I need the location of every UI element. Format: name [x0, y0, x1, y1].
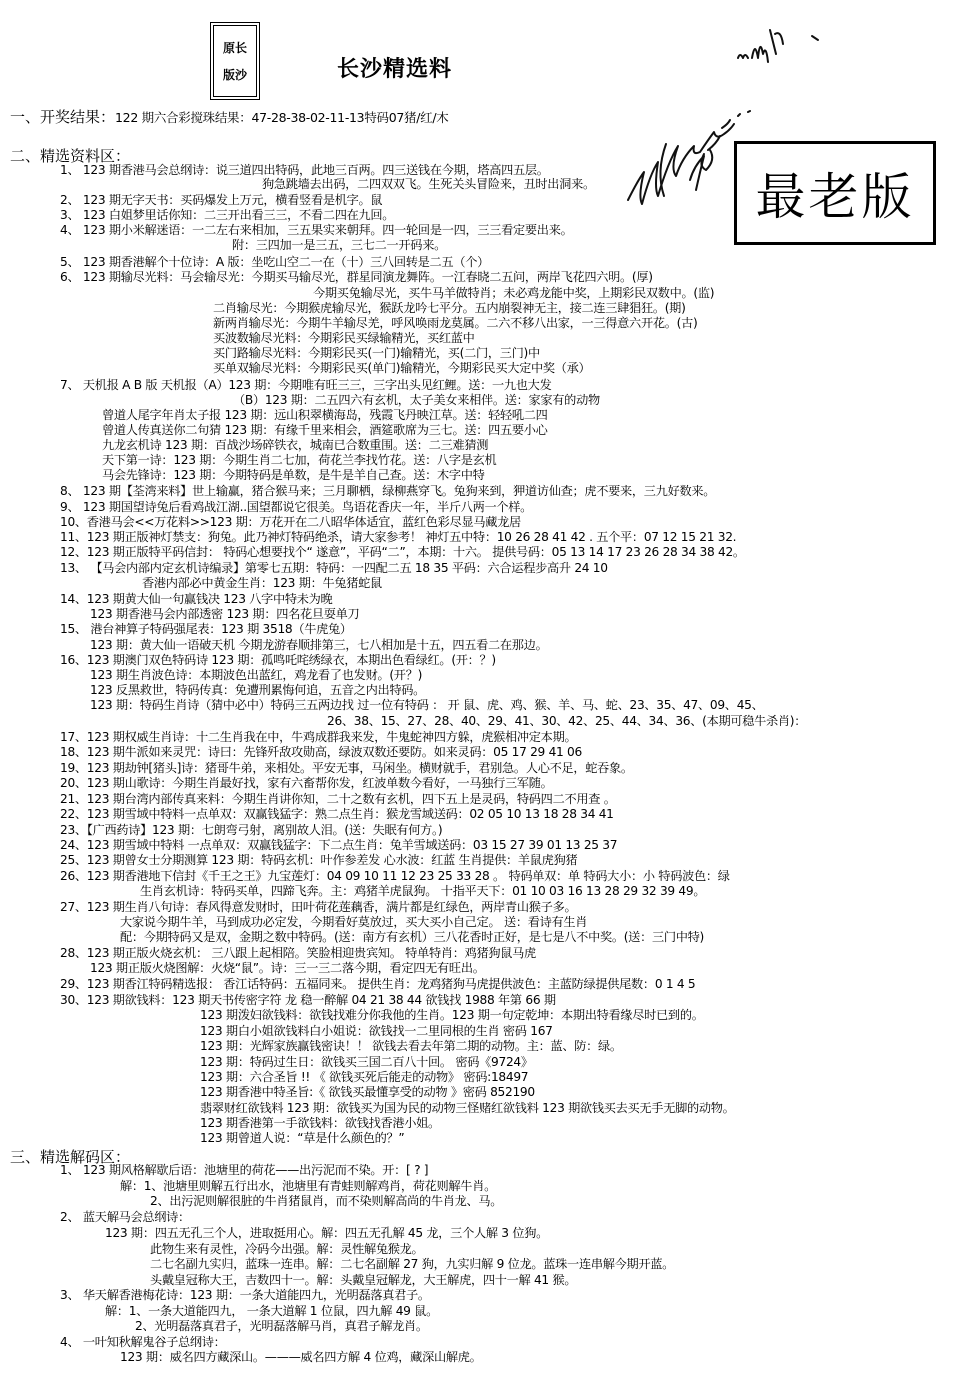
section-2-line: 狗急跳墙去出码，二四双双飞。生死关头冒险来，丑时出洞来。 — [262, 177, 595, 191]
section-2-line: 7、 天机报 A B 版 天机报（A）123 期：今期唯有旺三三，三字出头见红鲤。送：一九也大发 — [60, 378, 552, 392]
section-2-line: 123 期香港中特圣旨:《 欲钱买最懂享受的动物 》密码 852190 — [200, 1085, 535, 1099]
section-2-line: 24、123 期雪域中特料 一点单双：双赢钱猛字：下二点生肖：兔羊雪域送码：03 15 27 39 01 13 25 37 — [60, 838, 618, 852]
section-2-line: 123 反黑救世，特码传真：免遭刑累悔何追，五音之内出特码。 — [90, 683, 426, 697]
section-2-line: 123 期生肖波色诗：本期波色出蓝红，鸡龙看了也发财。(开？) — [90, 668, 423, 682]
section-2-line: 3、 123 白姐梦里话你知：二三开出看三三，不看二四在九回。 — [60, 208, 395, 222]
draw-result-text: 122 期六合彩搅珠结果：47-28-38-02-11-13特码07猪/红/木 — [115, 110, 449, 125]
section-2-line: 123 期泼妇欲钱料：欲钱找难分你我他的生肖。123 期一句定乾坤：本期出特看缘尽时已到的。 — [200, 1008, 704, 1022]
section-2-line: 2、 123 期无字天书：买码爆发上万元，横看竖看是机字。鼠 — [60, 193, 383, 207]
section-3-line: 2、 蓝天解马会总纲诗： — [60, 1210, 190, 1224]
section-2-line: 27、123 期生肖八句诗：春风得意发财时，田叶荷花莲藕香，满片都是红绿色，两岸青山猴子多。 — [60, 900, 577, 914]
section-2-line: 今期买兔输尽光，买牛马羊做特肖；未必鸡龙能中奖，上期彩民双数中。(监) — [313, 286, 715, 300]
stamp-line-2: 版沙 — [222, 68, 247, 82]
section-2-line: 26、123 期香港地下信封《千王之王》九宝莲灯：04 09 10 11 12 23 25 33 28 。 特码单双：单 特码大小：小 特码波色：绿 — [60, 869, 730, 883]
section-3-line: 解：1、池塘里则解五行出水，池塘里有青蛙则解鸡肖，荷花则解牛肖。 — [120, 1179, 496, 1193]
section-2-line: 123 期：六合圣旨 !! 《 欲钱买死后能走的动物》 密码:18497 — [200, 1070, 529, 1084]
stamp-box — [210, 22, 260, 100]
section-3-line: 此物生来有灵性，冷码今出强。解：灵性解兔猴龙。 — [150, 1242, 424, 1256]
section-2-line: 新两肖输尽光：今期牛羊输尽羌，呼风唤雨龙莫属。二六不移八出家，一三得意六开花。(古) — [213, 316, 698, 330]
section-2-line: 9、 123 期国望诗兔后看鸡战江湖..国望都说它很美。鸟语花香庆一年，半斤八两一个样。 — [60, 500, 533, 514]
section-3-line: 123 期：威名四方藏深山。———威名四方解 4 位鸡，藏深山解虎。 — [120, 1350, 482, 1364]
section-2-line: 19、123 期劫钟[猪头]诗：猪哥牛弟，来相处。平安无事，马闲坐。横财就手，君别急。人心不足，蛇吞象。 — [60, 761, 633, 775]
section-3-line: 头戴皇冠称大王，吉数四十一。解：头戴皇冠解龙，大王解虎，四十一解 41 猴。 — [150, 1273, 577, 1287]
section-2-line: 曾道人尾字年肖太子报 123 期：远山积翠横海岛，残霞飞丹映江草。送：轻轻吼二四 — [102, 408, 548, 422]
section-2-line: 123 期：黄大仙一语破天机 今期龙游春顺排第三，七八相加是十五，四五看二在那边。 — [90, 638, 548, 652]
section-2-line: 1、 123 期香港马会总纲诗：说三道四出特码，此地三百两。四三送钱在今期，塔高四五层。 — [60, 163, 549, 177]
section-2-line: 配：今期特码又是双，金期之数中特码。(送：南方有玄机）三八花香时正好，是七是八不中奖。(送：三门中特) — [120, 930, 704, 944]
section-2-line: 买单双输尽光料：今期彩民买(单门)输精光，今期彩民买大定中奖（承） — [213, 361, 591, 375]
section-2-line: 123 期：特码过生日：欲钱买三国二百八十回。 密码《9724》 — [200, 1055, 533, 1069]
page-title: 长沙精选料 — [337, 57, 453, 82]
section-2-line: 附：三四加一是三五，三七二一开码来。 — [232, 238, 446, 252]
section-2-heading: 二、精选资料区： — [10, 147, 131, 165]
section-3-line: 2、光明磊落真君子，光明磊落解马肖，真君子解龙肖。 — [135, 1319, 428, 1333]
section-1-label: 一、开奖结果： — [10, 108, 116, 126]
section-2-line: 28、123 期正版火烧玄机： 三八跟上起相陪。笑脸相迎贵宾知。 特单特肖：鸡猪狗鼠马虎 — [60, 946, 536, 960]
section-3-line: 二七名副九实归，蓝珠一连串。解：二七名副解 27 狗，九实归解 9 位龙。蓝珠一连串解今期开蓝。 — [150, 1257, 675, 1271]
section-2-line: 11、123 期正版神灯禁支：狗兔。此乃神灯特码绝杀，请大家参考！ 神灯五中特：10 26 28 41 42 . 五个平：07 12 15 21 32. — [60, 530, 737, 544]
section-2-line: 5、 123 期香港解个十位诗：A 版：坐吃山空二一在（十）三八回转是二五（个） — [60, 255, 489, 269]
section-2-line: 18、123 期牛派如来灵咒：诗曰：先锋歼敌攻勋高，绿波双数还要防。如来灵码：05 17 29 41 06 — [60, 745, 582, 759]
section-2-line: 6、 123 期输尽光料：马会输尽光：今期买马输尽光，群星同演龙舞阵。一江春晓二五问，两岸飞花四六明。(厚) — [60, 270, 653, 284]
section-3-heading: 三、精选解码区： — [10, 1148, 131, 1166]
section-2-line: 香港内部必中黄金生肖：123 期：牛兔猪蛇鼠 — [142, 576, 382, 590]
section-2-line: 123 期：特码生肖诗（猜中必中）特码三五两边找 过一位有特码 ： 开 鼠、虎、鸡、猴、羊、马、蛇、23、35、47、09、45、 — [90, 698, 764, 712]
section-2-line: 翡翠财红欲钱料 123 期：欲钱买为国为民的动物三怪赌红欲钱料 123 期欲钱买去买无手无脚的动物。 — [200, 1101, 735, 1115]
section-2-line: 12、123 期正版特平码信封： 特码心想要找个“ 遂意”，平码“二”，本期：十六。 提供号码：05 13 14 17 23 26 28 34 38 42。 — [60, 545, 745, 559]
section-2-line: 14、123 期黄大仙一句赢钱决 123 八字中特未为晚 — [60, 592, 333, 606]
section-2-line: 25、123 期曾女士分期测算 123 期：特码玄机：叶作参差发 心水波：红蓝 生肖提供：羊鼠虎狗猪 — [60, 853, 578, 867]
section-2-line: 17、123 期权威生肖诗：十二生肖我在中，牛鸡成群我来发，牛鬼蛇神四方躲，虎猴相冲定本期。 — [60, 730, 577, 744]
section-2-line: 买波数输尽光料：今期彩民买绿输精光，买红蓝中 — [213, 331, 475, 345]
section-2-line: 26、38、15、27、28、40、29、41、30、42、25、44、34、36、(本期可稳牛杀肖)： — [327, 714, 807, 728]
section-2-line: 123 期：光辉家族赢钱密诀！！ 欲钱去看去年第二期的动物。主：蓝、防：绿。 — [200, 1039, 622, 1053]
section-3-line: 4、 一叶知秋解鬼谷子总纲诗： — [60, 1335, 226, 1349]
section-2-line: 13、 【马会内部内定玄机诗编录】第零七五期：特码：一四配二五 18 35 平码：六合运程步高升 24 10 — [60, 561, 608, 575]
section-2-line: 123 期香港第一手欲钱料：欲钱找香港小姐。 — [200, 1116, 440, 1130]
section-3-line: 3、 华天解香港梅花诗：123 期：一条大道能四九，光明磊落真君子。 — [60, 1288, 430, 1302]
section-2-line: 8、 123 期【荃湾来料】世上输赢，猪合猴马来；三月聊栖，绿柳燕穿飞。兔狗来到，狎道访仙查；虎不要来，三九好数来。 — [60, 484, 716, 498]
section-2-line: 20、123 期山歌诗：今期生肖最好找，家有六畜帮你发，红波单数今看好，一马独行三军随。 — [60, 776, 553, 790]
stamp-inner — [213, 25, 257, 97]
section-2-line: 4、 123 期小米解迷语：一二左右来相加，三五果实来朝拜。四一轮回是一四，三三看定要出来。 — [60, 223, 573, 237]
section-2-line: 二肖输尽光：今期猴虎输尽光，猴跃龙吟七平分。五内崩裂神无主，接二连三肆猖狂。(期) — [213, 301, 686, 315]
section-2-line: （B）123 期：二五四六有玄机，太子美女来相伴。送：家家有的动物 — [233, 393, 600, 407]
section-2-line: 21、123 期台湾内部传真来料：今期生肖讲你知，二十之数有玄机，四下五上是灵码，特码四二不用查 。 — [60, 792, 616, 806]
oldest-version-badge: 最老版 — [734, 141, 936, 245]
draw-result — [10, 106, 448, 127]
section-2-line: 123 期香港马会内部透密 123 期：四名花旦耍单刀 — [90, 607, 360, 621]
section-2-line: 23、【广西药诗】123 期：七朗弯弓射，离别故人泪。(送：失眠有何方。) — [60, 823, 443, 837]
section-3-line: 解：1、一条大道能四九， 一条大道解 1 位鼠，四九解 49 鼠。 — [105, 1304, 438, 1318]
section-2-line: 15、 港台神算子特码强尾表：123 期 3518（牛虎兔） — [60, 622, 352, 636]
section-2-line: 生肖玄机诗：特码买单，四蹄飞奔。主：鸡猪羊虎鼠狗。 十指平天下：01 10 03 16 13 28 29 32 39 49。 — [140, 884, 706, 898]
section-2-line: 16、123 期澳门双色特码诗 123 期：孤鸣吒咤绣绿衣，本期出色看绿红。(开：？) — [60, 653, 496, 667]
section-2-line: 马会先锋诗：123 期：今期特码是单数，是牛是羊自己查。送：木字中特 — [102, 468, 485, 482]
section-3-line: 2、出污泥则解很脏的牛肖猪鼠肖，而不染则解高尚的牛肖龙、马。 — [150, 1194, 503, 1208]
section-2-line: 天下第一诗：123 期：今期生肖二七加，荷花兰李找竹花。送：八字是玄机 — [102, 453, 497, 467]
section-2-line: 曾道人传真送你二句猜 123 期：有缘千里来相会，酒筵歌席为三七。送：四五要小心 — [102, 423, 548, 437]
section-2-line: 10、香港马会<<万花料>>123 期：万花开在二八昭华体适宜，蓝红色彩尽显马藏龙居 — [60, 515, 521, 529]
stamp-line-1: 原长 — [222, 41, 247, 55]
section-2-line: 九龙玄机诗 123 期：百战沙场碎铁衣，城南已合数重围。送：二三难猜测 — [102, 438, 489, 452]
section-2-line: 22、123 期雪域中特料一点单双：双赢钱猛字：熟二点生肖：猴龙雪域送码：02 05 10 13 18 28 34 41 — [60, 807, 614, 821]
section-2-line: 29、123 期香江特码精选报： 香江话特码：五福同来。 提供生肖：龙鸡猪狗马虎提供波色：主蓝防绿提供尾数：0 1 4 5 — [60, 977, 696, 991]
section-2-line: 123 期曾道人说：“草是什么颜色的？” — [200, 1131, 405, 1145]
section-3-line: 123 期：四五无孔三个人，进取挺用心。解：四五无孔解 45 龙，三个人解 3 位狗。 — [105, 1226, 548, 1240]
section-2-line: 大家说今期牛羊，马到成功必定发，今期看好莫放过，买大买小自己定。 送：看诗有生肖 — [120, 915, 588, 929]
section-2-line: 30、123 期欲钱料：123 期天书传密字符 龙 稳一醉解 04 21 38 44 欲钱找 1988 年第 66 期 — [60, 993, 556, 1007]
section-2-line: 123 期白小姐欲钱料白小姐说：欲钱找一二里同根的生肖 密码 167 — [200, 1024, 553, 1038]
section-2-line: 买门路输尽光料：今期彩民买(一门)输精光，买(二门，三门)中 — [213, 346, 540, 360]
section-3-line: 1、 123 期风格解歇后语：池塘里的荷花——出污泥而不染。开：[ ? ] — [60, 1163, 429, 1177]
section-2-line: 123 期正版火烧图解：火烧“鼠”。诗：三一三二落今期，看定四无有旺出。 — [90, 961, 485, 975]
